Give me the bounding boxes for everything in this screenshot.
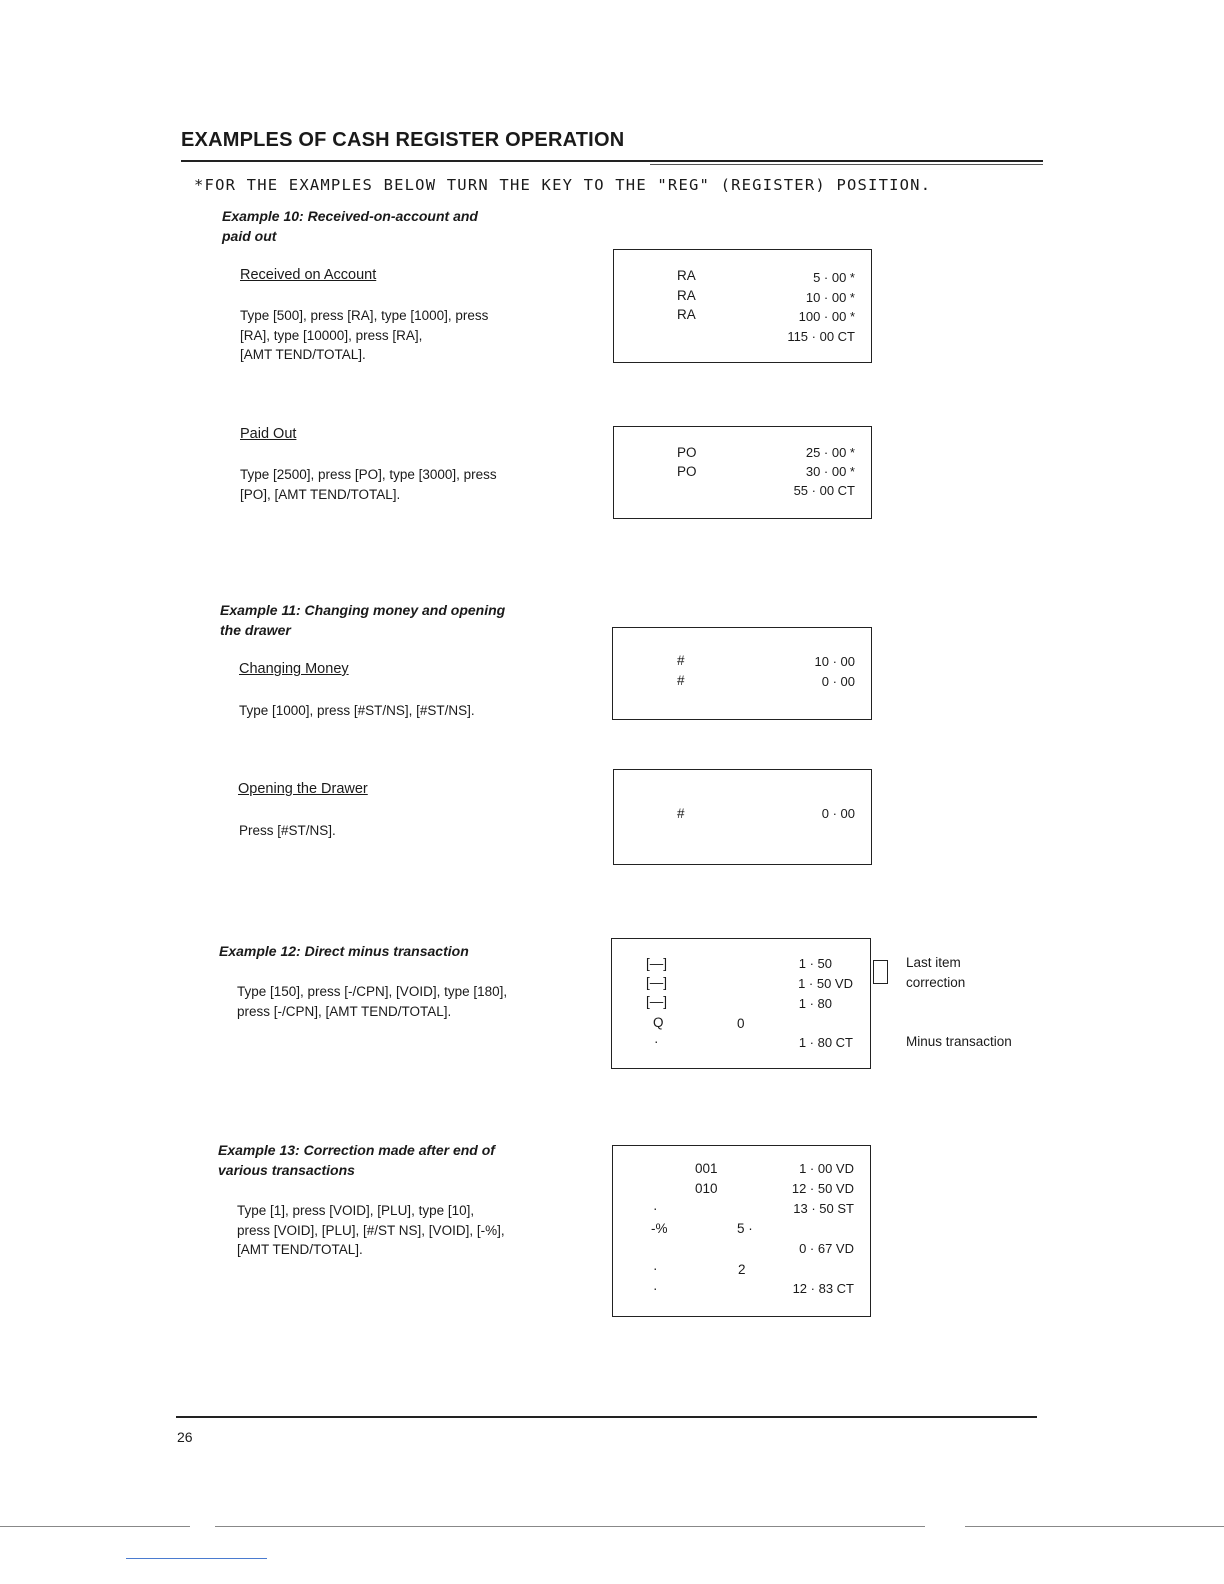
receipt-value: 10 · 00 * bbox=[805, 290, 855, 305]
receipt-received-on-account bbox=[613, 249, 872, 363]
header-rule-secondary bbox=[650, 164, 1043, 165]
instruction-line: Type [150], press [-/CPN], [VOID], type [180], bbox=[237, 984, 508, 999]
receipt-value: 0 · 00 bbox=[821, 806, 855, 821]
receipt-label: # bbox=[677, 653, 685, 668]
receipt-value: 1 · 50 bbox=[798, 956, 832, 971]
header-rule bbox=[181, 160, 1043, 162]
receipt-value: 25 · 00 * bbox=[805, 445, 855, 460]
scan-artifact-line bbox=[0, 1526, 190, 1527]
example-11-heading-line1: Example 11: Changing money and opening bbox=[220, 602, 506, 618]
receipt-value: 13 · 50 ST bbox=[793, 1201, 854, 1216]
page-number: 26 bbox=[177, 1429, 193, 1445]
example-12-instructions bbox=[237, 982, 507, 1021]
instruction-line: press [VOID], [PLU], [#/ST NS], [VOID], [-%], bbox=[237, 1222, 505, 1238]
receipt-mid: 2 bbox=[738, 1262, 746, 1277]
opening-drawer-subheading: Opening the Drawer bbox=[238, 781, 368, 797]
changing-money-subheading: Changing Money bbox=[239, 661, 349, 677]
minus-transaction-note: Minus transaction bbox=[906, 1034, 1012, 1049]
example-13-heading-line1: Example 13: Correction made after end of bbox=[218, 1142, 495, 1158]
receipt-paid-out bbox=[613, 426, 872, 519]
example-11-heading-line2: the drawer bbox=[220, 622, 291, 638]
receipt-mid: 0 bbox=[737, 1016, 745, 1031]
instruction-line: [PO], [AMT TEND/TOTAL]. bbox=[240, 486, 401, 502]
example-12-heading: Example 12: Direct minus transaction bbox=[219, 943, 469, 959]
example-10-heading-line2: paid out bbox=[222, 228, 277, 244]
receipt-label: · bbox=[654, 1034, 659, 1049]
example-11-heading bbox=[220, 600, 505, 640]
receipt-mid: 5 · bbox=[737, 1221, 753, 1236]
receipt-label: # bbox=[677, 806, 685, 821]
receipt-label: [—] bbox=[646, 956, 668, 971]
paid-out-instructions bbox=[240, 465, 497, 504]
footer-rule bbox=[176, 1416, 1037, 1418]
receipt-value: 12 · 50 VD bbox=[791, 1181, 854, 1196]
receipt-total: 1 · 80 CT bbox=[798, 1035, 853, 1050]
receipt-label: RA bbox=[677, 268, 696, 283]
scan-artifact-line bbox=[215, 1526, 925, 1527]
receipt-total: 55 · 00 CT bbox=[793, 483, 855, 498]
note-line: Last item bbox=[906, 955, 961, 970]
instruction-line: Type [2500], press [PO], type [3000], press bbox=[240, 467, 497, 482]
last-item-correction-note bbox=[906, 953, 965, 993]
example-10-heading-line1: Example 10: Received-on-account and bbox=[222, 208, 478, 224]
receipt-label: [—] bbox=[646, 994, 668, 1009]
receipt-label: -% bbox=[651, 1221, 668, 1236]
receipt-value: 1 · 80 bbox=[798, 996, 832, 1011]
instruction-line: Type [1000], press [#ST/NS], [#ST/NS]. bbox=[239, 703, 475, 718]
received-on-account-subheading: Received on Account bbox=[240, 267, 377, 283]
instruction-line: Type [1], press [VOID], [PLU], type [10], bbox=[237, 1203, 475, 1218]
instruction-line: press [-/CPN], [AMT TEND/TOTAL]. bbox=[237, 1003, 452, 1019]
page-title: EXAMPLES OF CASH REGISTER OPERATION bbox=[181, 129, 625, 151]
receipt-total: 12 · 83 CT bbox=[792, 1281, 854, 1296]
instruction-line: [AMT TEND/TOTAL]. bbox=[240, 347, 366, 362]
receipt-total: 115 · 00 CT bbox=[787, 329, 855, 344]
instruction-line: Press [#ST/NS]. bbox=[239, 823, 336, 838]
receipt-value: 5 · 00 * bbox=[813, 270, 855, 285]
receipt-value: 1 · 00 VD bbox=[799, 1161, 854, 1176]
receipt-label: RA bbox=[677, 307, 696, 322]
example-10-heading bbox=[222, 206, 478, 246]
receipt-mid: 010 bbox=[695, 1181, 718, 1196]
opening-drawer-instructions bbox=[239, 821, 336, 841]
example-13-heading-line2: various transactions bbox=[218, 1162, 355, 1178]
receipt-label: · bbox=[653, 1261, 658, 1276]
receipt-value: 0 · 67 VD bbox=[799, 1241, 854, 1256]
receipt-value: 10 · 00 bbox=[814, 654, 855, 669]
last-item-correction-bracket bbox=[873, 960, 888, 984]
scan-artifact-line bbox=[126, 1558, 267, 1559]
receipt-label: PO bbox=[677, 445, 697, 460]
receipt-label: Q bbox=[653, 1015, 664, 1030]
receipt-value: 30 · 00 * bbox=[805, 464, 855, 479]
note-line: correction bbox=[906, 975, 966, 990]
receipt-correction bbox=[612, 1145, 871, 1317]
instruction-line: Type [500], press [RA], type [1000], press bbox=[240, 308, 489, 323]
receipt-changing-money bbox=[612, 627, 872, 720]
receipt-value: 1 · 50 VD bbox=[798, 976, 853, 991]
receipt-mid: 001 bbox=[695, 1161, 718, 1176]
paid-out-subheading: Paid Out bbox=[240, 426, 297, 442]
receipt-label: · bbox=[653, 1201, 658, 1216]
scan-artifact-line bbox=[965, 1526, 1224, 1527]
receipt-label: [—] bbox=[646, 975, 668, 990]
receipt-direct-minus bbox=[611, 938, 871, 1069]
example-13-instructions bbox=[237, 1201, 505, 1260]
receipt-label: PO bbox=[677, 464, 697, 479]
receipt-value: 0 · 00 bbox=[821, 674, 855, 689]
receipt-label: # bbox=[677, 673, 685, 688]
example-13-heading bbox=[218, 1140, 495, 1180]
receipt-value: 100 · 00 * bbox=[798, 309, 855, 324]
receipt-label: RA bbox=[677, 288, 696, 303]
received-on-account-instructions bbox=[240, 306, 488, 365]
key-position-notice: *FOR THE EXAMPLES BELOW TURN THE KEY TO THE "REG" (REGISTER) POSITION. bbox=[194, 176, 932, 194]
instruction-line: [AMT TEND/TOTAL]. bbox=[237, 1242, 363, 1257]
instruction-line: [RA], type [10000], press [RA], bbox=[240, 327, 423, 343]
receipt-label: · bbox=[653, 1281, 658, 1296]
changing-money-instructions bbox=[239, 701, 475, 721]
receipt-opening-drawer bbox=[613, 769, 872, 865]
